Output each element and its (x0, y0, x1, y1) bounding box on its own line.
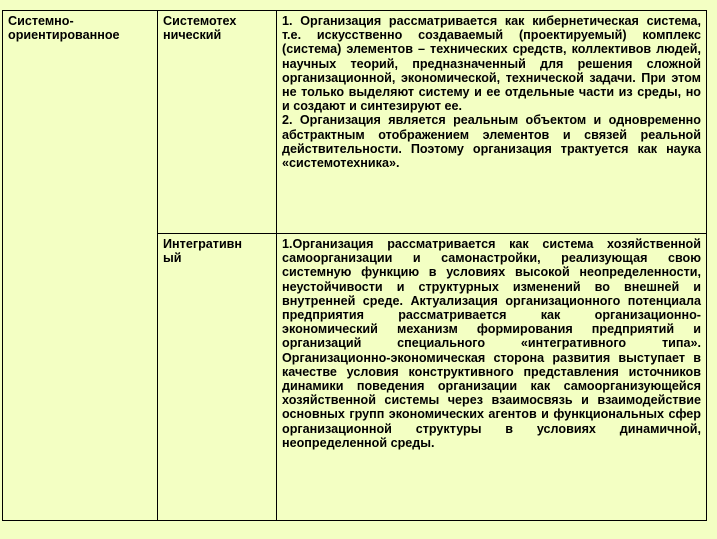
type-label-line2: нический (163, 28, 222, 43)
type-label-line1: Системотех (163, 14, 237, 28)
description-cell-integrative (276, 233, 707, 521)
type-cell-integrative (157, 233, 277, 521)
top-strip (0, 0, 717, 10)
approach-label-line2: ориентированное (8, 28, 120, 43)
description-cell-systems-engineering (276, 10, 707, 234)
approach-cell (2, 10, 158, 521)
type-label-line2: ый (163, 251, 182, 266)
description-paragraph-1: 1. Организация рассматривается как кибернетическая система, т.е. искусственно создаваемый (проектируемый) комплекс (система) элементов – технических средств, коллективов людей, научных теорий, предназначенный для решения сложной организационной, экономической, технической задачи. При этом не только выделяют систему и ее отдельные части из среды, но и создают и синтезируют ее. (282, 14, 701, 114)
description-paragraph-2: 2. Организация является реальным объектом и одновременно абстрактным отображением элементов и связей реальной действительности. Поэтому организация трактуется как наука «системотехника». (282, 113, 701, 171)
approach-label-line1: Системно- (8, 14, 74, 28)
type-cell-systems-engineering (157, 10, 277, 234)
type-label-line1: Интегративн (163, 237, 243, 251)
description-paragraph-1: 1.Организация рассматривается как система хозяйственной самоорганизации и самонастройки, реализующая свою системную функцию в условиях высокой неопределенности, неустойчивости и структурных изменений во внешней и внутренней среде. Актуализация организационного потенциала предприятия рассматривается как организационно-экономический механизм формирования предприятий и организаций специального «интегративного типа». Организационно-экономическая сторона развития выступает в качестве условия конструктивного представления источников динамики поведения организации как самоорганизующейся хозяйственной системы через взаимосвязь и взаимодействие основных групп экономических агентов и функциональных сфер организационной структуры в условиях динамичной, неопределенной среды. (282, 237, 701, 450)
